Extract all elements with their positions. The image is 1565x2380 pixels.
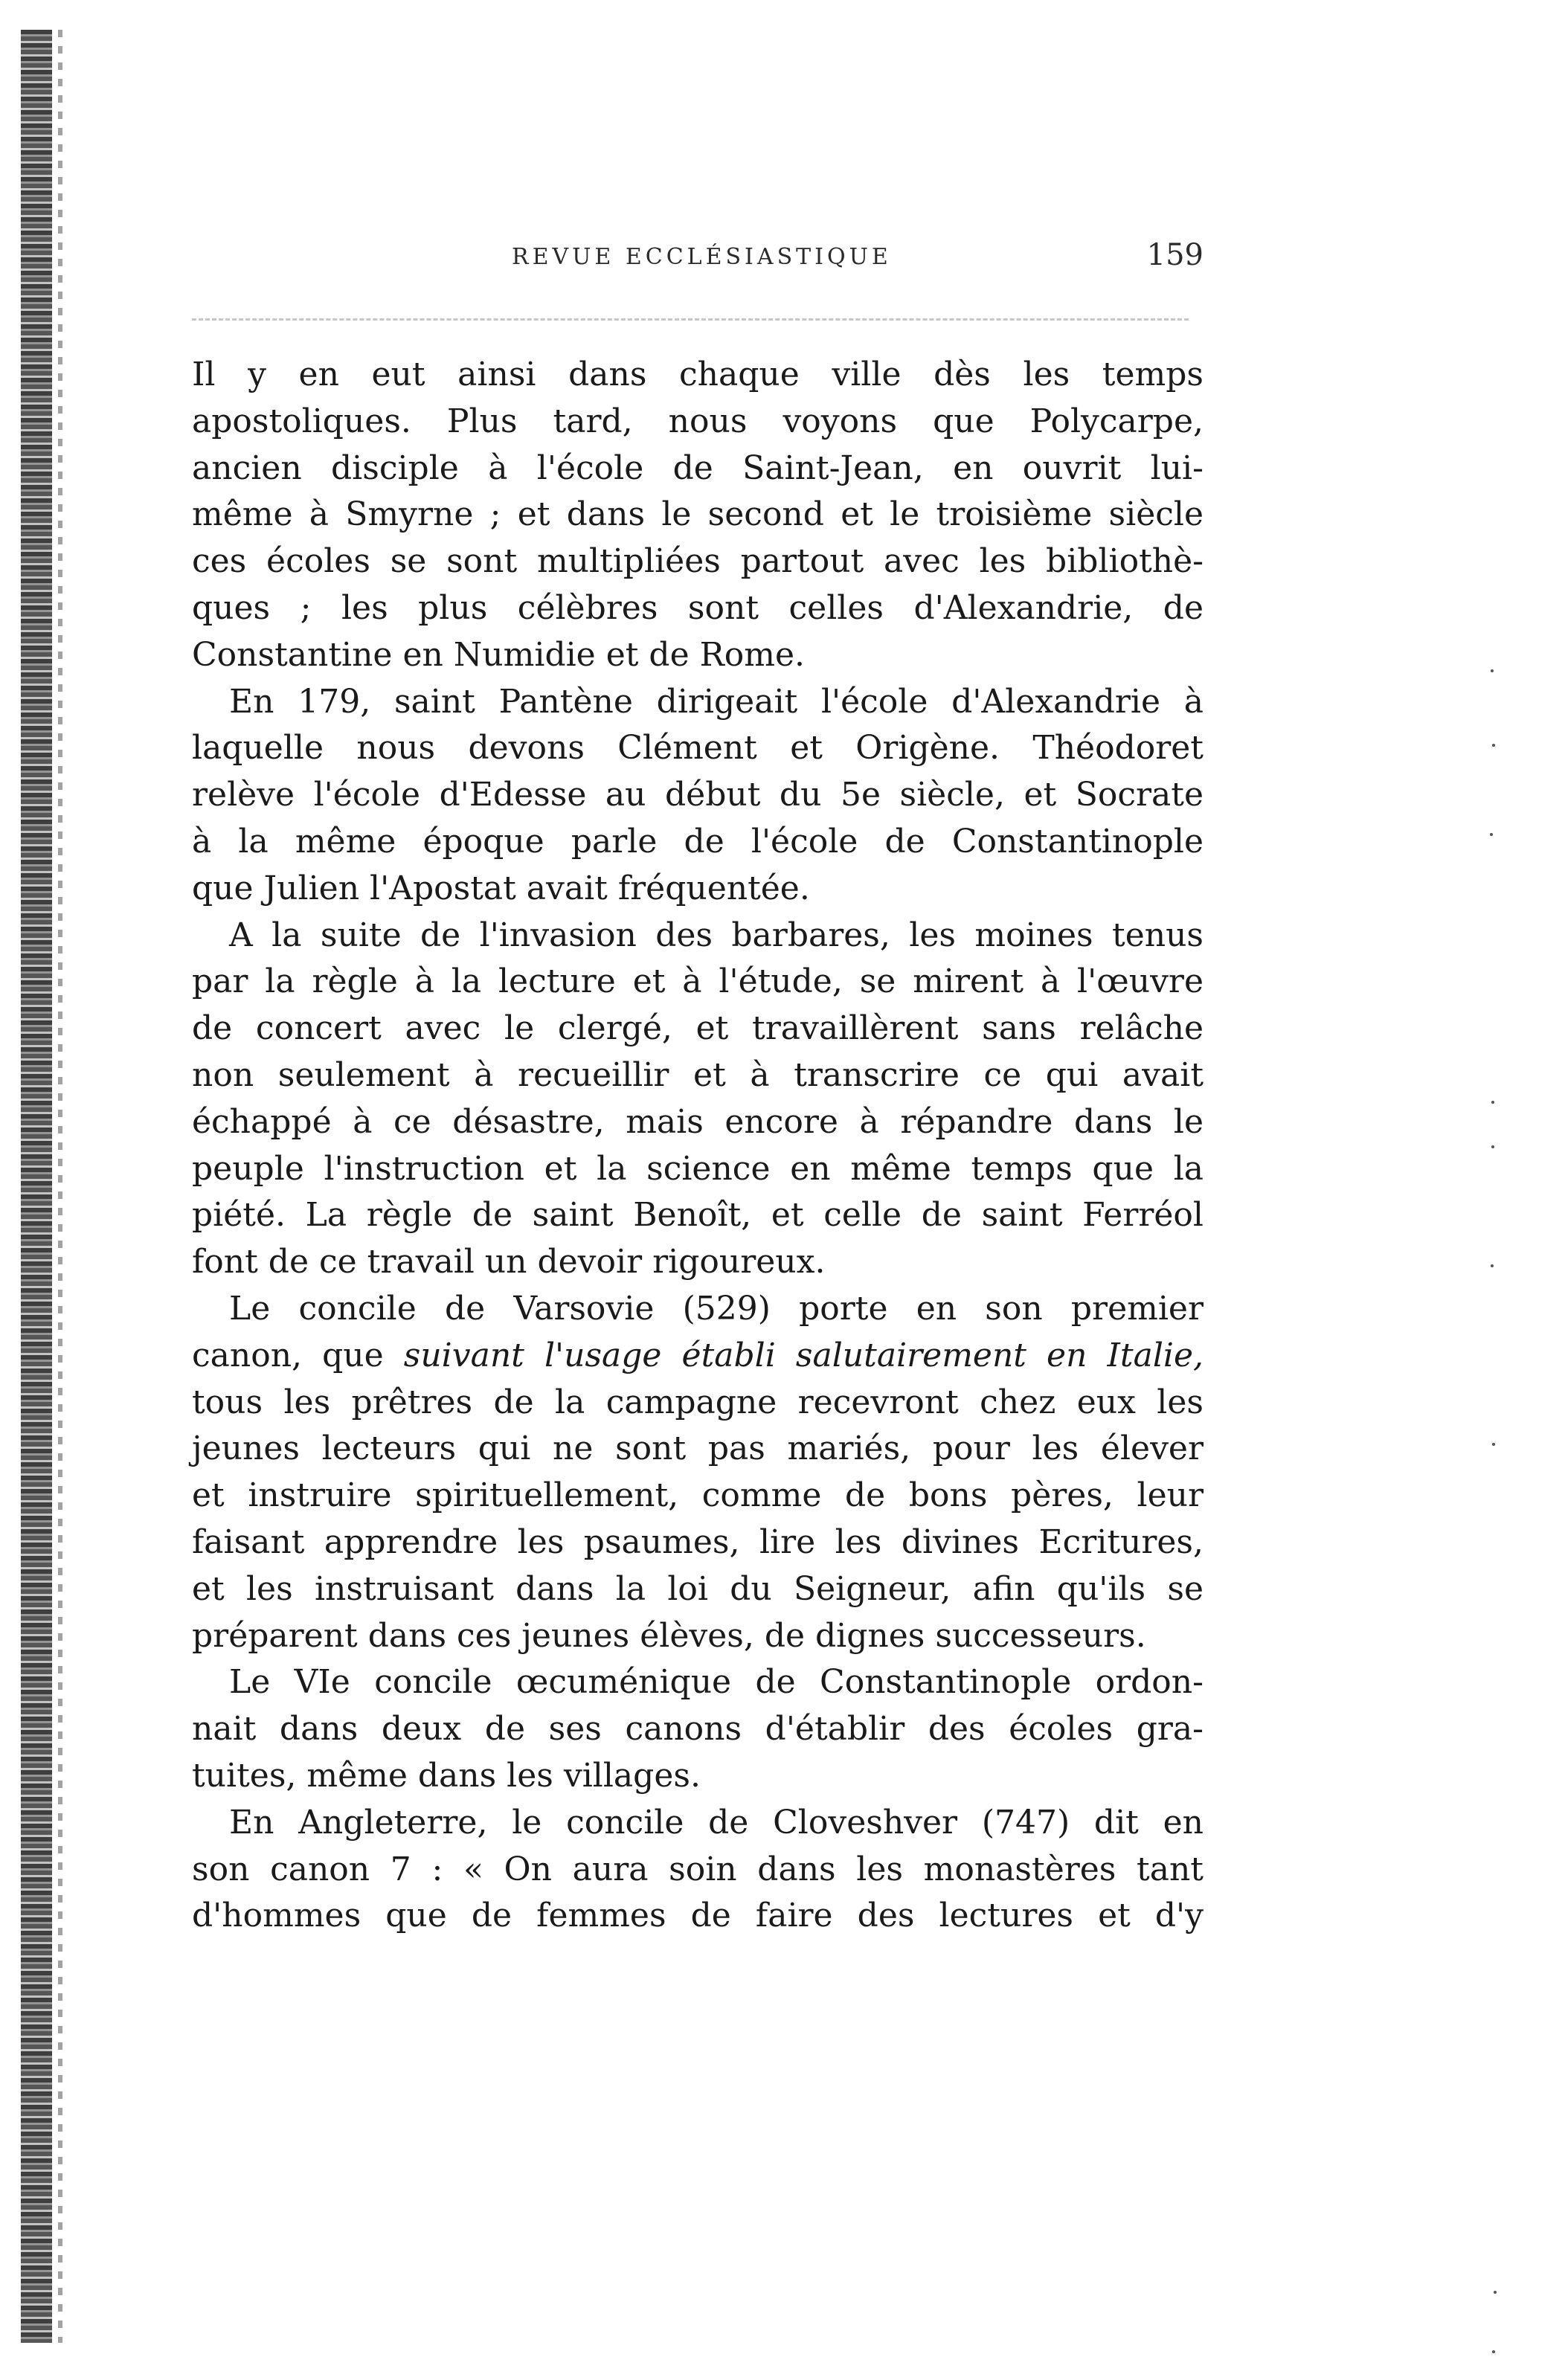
text-line: d'hommes que de femmes de faire des lectures et d'y xyxy=(192,1897,1204,1935)
text-line: apostoliques. Plus tard, nous voyons que Polycarpe, xyxy=(192,402,1204,440)
text-segment: canon, que xyxy=(192,1336,384,1374)
text-line: échappé à ce désastre, mais encore à répandre dans le xyxy=(192,1102,1204,1141)
binding-edge xyxy=(21,30,52,2343)
paragraph-4 xyxy=(192,1286,1204,1659)
text-line: et les instruisant dans la loi du Seigneur, afin qu'ils se xyxy=(192,1569,1204,1608)
text-line: Le concile de Varsovie (529) porte en son premier xyxy=(229,1289,1204,1328)
speck xyxy=(1490,833,1493,836)
text-line: Constantine en Numidie et de Rome. xyxy=(192,635,805,674)
text-line: faisant apprendre les psaumes, lire les divines Ecritures, xyxy=(192,1522,1204,1561)
text-line: peuple l'instruction et la science en même temps que la xyxy=(192,1149,1204,1188)
text-line: ques ; les plus célèbres sont celles d'Alexandrie, de xyxy=(192,588,1204,627)
text-line: piété. La règle de saint Benoît, et celle de saint Ferréol xyxy=(192,1196,1204,1235)
text-line: Il y en eut ainsi dans chaque ville dès les temps xyxy=(192,356,1204,393)
margin-specks xyxy=(1488,669,1503,2380)
running-head xyxy=(192,238,1204,283)
paragraph-6 xyxy=(192,1800,1204,1940)
text-line: Le VIe concile œcuménique de Constantinople ordon- xyxy=(229,1663,1204,1702)
body-text xyxy=(192,352,1204,1940)
speck xyxy=(1492,2350,1495,2353)
header-rule xyxy=(192,318,1189,321)
text-line-mixed xyxy=(192,1333,1204,1380)
paragraph-2 xyxy=(192,679,1204,913)
text-line: non seulement à recueillir et à transcrire ce qui avait xyxy=(192,1055,1204,1094)
text-line: à la même époque parle de l'école de Constantinople xyxy=(192,822,1204,861)
speck xyxy=(1492,1443,1495,1446)
text-line: En Angleterre, le concile de Cloveshver (747) dit en xyxy=(229,1803,1204,1842)
speck xyxy=(1491,669,1494,672)
text-line: même à Smyrne ; et dans le second et le troisième siècle xyxy=(192,495,1204,534)
text-line: tuites, même dans les villages. xyxy=(192,1756,701,1795)
page-number: 159 xyxy=(1146,238,1204,272)
text-line: A la suite de l'invasion des barbares, les moines tenus xyxy=(229,916,1204,954)
book-page xyxy=(192,238,1204,1940)
text-line: préparent dans ces jeunes élèves, de dignes successeurs. xyxy=(192,1616,1146,1655)
text-line: et instruire spirituellement, comme de bons pères, leur xyxy=(192,1476,1204,1515)
speck xyxy=(1491,1145,1494,1148)
text-line: par la règle à la lecture et à l'étude, se mirent à l'œuvre xyxy=(192,962,1204,1001)
text-line: nait dans deux de ses canons d'établir des écoles gra- xyxy=(192,1710,1204,1749)
italic-quote: suivant l'usage établi salutairement en Italie, xyxy=(403,1336,1204,1374)
text-line: font de ce travail un devoir rigoureux. xyxy=(192,1243,826,1281)
text-line: ancien disciple à l'école de Saint-Jean, en ouvrit lui- xyxy=(192,448,1204,487)
text-line: de concert avec le clergé, et travaillèrent sans relâche xyxy=(192,1009,1204,1048)
paragraph-1 xyxy=(192,352,1204,679)
text-line: En 179, saint Pantène dirigeait l'école d'Alexandrie à xyxy=(229,682,1204,721)
paragraph-3 xyxy=(192,913,1204,1286)
text-line: relève l'école d'Edesse au début du 5e siècle, et Socrate xyxy=(192,776,1204,814)
speck xyxy=(1492,744,1495,747)
speck xyxy=(1494,2291,1497,2294)
text-line: son canon 7 : « On aura soin dans les monastères tant xyxy=(192,1850,1204,1888)
text-line: laquelle nous devons Clément et Origène. Théodoret xyxy=(192,729,1204,768)
speck xyxy=(1491,1264,1494,1267)
text-line: que Julien l'Apostat avait fréquentée. xyxy=(192,869,810,907)
paragraph-5 xyxy=(192,1659,1204,1799)
text-line: jeunes lecteurs qui ne sont pas mariés, pour les élever xyxy=(192,1429,1204,1468)
text-line: tous les prêtres de la campagne recevront chez eux les xyxy=(192,1383,1204,1421)
text-line: ces écoles se sont multipliées partout avec les bibliothè- xyxy=(192,542,1204,581)
speck xyxy=(1491,1101,1494,1104)
running-title: REVUE ECCLÉSIASTIQUE xyxy=(512,244,892,270)
